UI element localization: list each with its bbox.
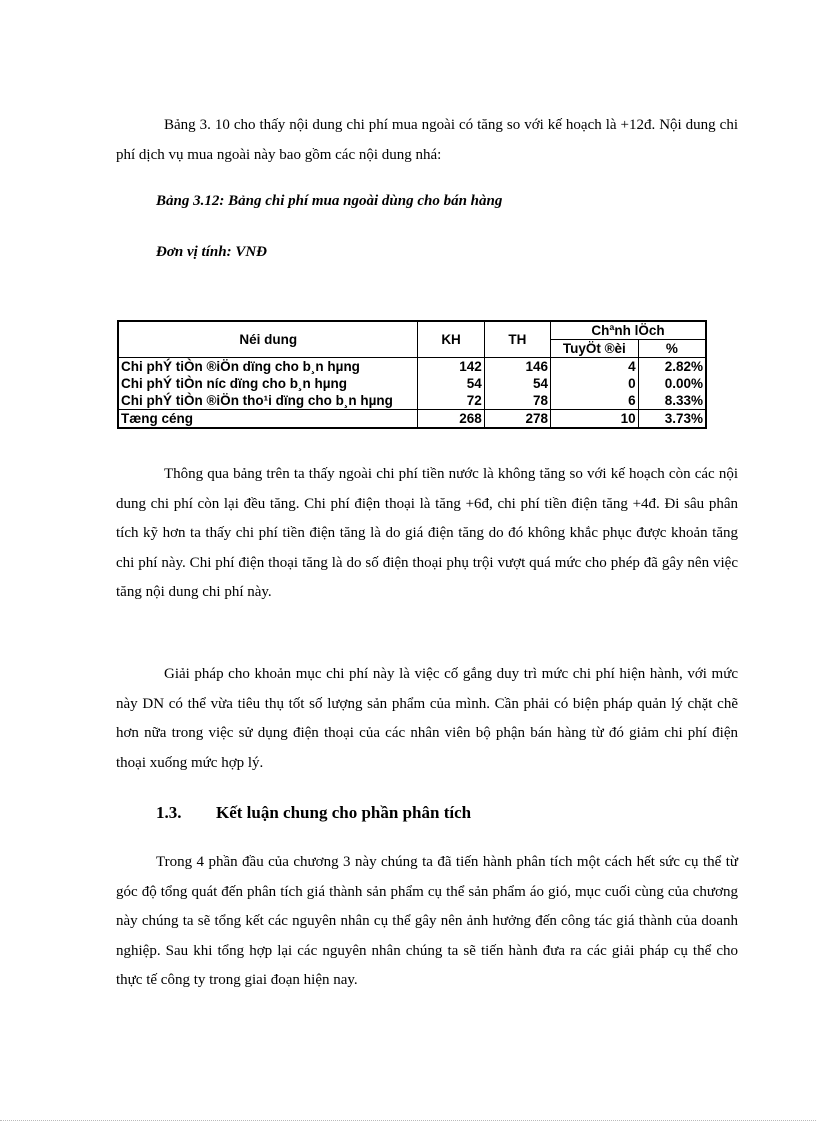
cost-table (117, 320, 707, 429)
row-th: 146 (484, 358, 550, 376)
section-number: 1.3. (156, 803, 182, 822)
total-th: 278 (484, 410, 550, 429)
row-abs: 4 (551, 358, 639, 376)
conclusion-paragraph: Trong 4 phần đầu của chương 3 này chúng ta đã tiến hành phân tích một cách hết sức cụ thể từ góc độ tổng quát đến phân tích giá thành sản phẩm cụ thể sản phẩm áo gió, mục cuối cùng của chương này chúng ta sẽ tổng kết các nguyên nhân cụ thể gây nên ảnh hưởng đến công tác giá thành của doanh nghiệp. Sau khi tổng hợp lại các nguyên nhân chúng ta sẽ tiến hành đưa ra các giải pháp cụ thể cho thực tế công ty trong giai đoạn hiện nay. (116, 854, 738, 988)
row-label: Chi phÝ tiÒn ®iÖn dïng cho b¸n hµng (118, 358, 418, 376)
analysis-paragraph: Thông qua bảng trên ta thấy ngoài chi phí tiền nước là không tăng so với kế hoạch còn các nội dung chi phí còn lại đều tăng. Chi phí điện thoại là tăng +6đ, chi phí tiền điện tăng +4đ. Đi sâu phân tích kỹ hơn ta thấy chi phí tiền điện tăng là do giá điện tăng do đó không khắc phục được khoản tăng chi phí này. Chi phí điện thoại tăng là do số điện thoại phụ trội vượt quá mức cho phép đã gây nên việc tăng nội dung chi phí này. (116, 466, 738, 600)
row-kh: 142 (418, 358, 484, 376)
table-row (118, 358, 706, 376)
page-divider (0, 1120, 816, 1121)
solution-paragraph: Giải pháp cho khoản mục chi phí này là việc cố gắng duy trì mức chi phí hiện hành, với mức này DN có thể vừa tiêu thụ tốt số lượng sản phẩm của mình. Cần phải có biện pháp quản lý chặt chẽ hơn nữa trong việc sử dụng điện thoại của các nhân viên bộ phận bán hàng từ đó giảm chi phí điện thoại xuống mức hợp lý. (116, 666, 738, 771)
row-label: Chi phÝ tiÒn níc dïng cho b¸n hµng (118, 375, 418, 392)
row-abs: 6 (551, 392, 639, 410)
row-th: 54 (484, 375, 550, 392)
header-row (118, 321, 706, 340)
total-row (118, 410, 706, 429)
table-row (118, 392, 706, 410)
row-abs: 0 (551, 375, 639, 392)
total-label: Tæng céng (118, 410, 418, 429)
header-pct: % (638, 340, 706, 358)
row-pct: 2.82% (638, 358, 706, 376)
header-abs: TuyÖt ®èi (551, 340, 639, 358)
header-kh: KH (418, 321, 484, 358)
row-pct: 0.00% (638, 375, 706, 392)
row-label: Chi phÝ tiÒn ®iÖn tho¹i dïng cho b¸n hµng (118, 392, 418, 410)
total-kh: 268 (418, 410, 484, 429)
row-th: 78 (484, 392, 550, 410)
row-kh: 72 (418, 392, 484, 410)
intro-paragraph: Bảng 3. 10 cho thấy nội dung chi phí mua ngoài có tăng so với kế hoạch là +12đ. Nội dung chi phí dịch vụ mua ngoài này bao gồm các nội dung nhá: (116, 117, 738, 163)
section-heading (156, 803, 471, 823)
total-abs: 10 (551, 410, 639, 429)
header-diff: Chªnh lÖch (551, 321, 706, 340)
section-title: Kết luận chung cho phần phân tích (216, 803, 472, 822)
table-title: Bảng 3.12: Bảng chi phí mua ngoài dùng cho bán hàng (156, 193, 503, 209)
row-pct: 8.33% (638, 392, 706, 410)
row-kh: 54 (418, 375, 484, 392)
header-content: Néi dung (118, 321, 418, 358)
header-th: TH (484, 321, 550, 358)
unit-label: Đơn vị tính: VNĐ (156, 244, 267, 260)
total-pct: 3.73% (638, 410, 706, 429)
table-row (118, 375, 706, 392)
